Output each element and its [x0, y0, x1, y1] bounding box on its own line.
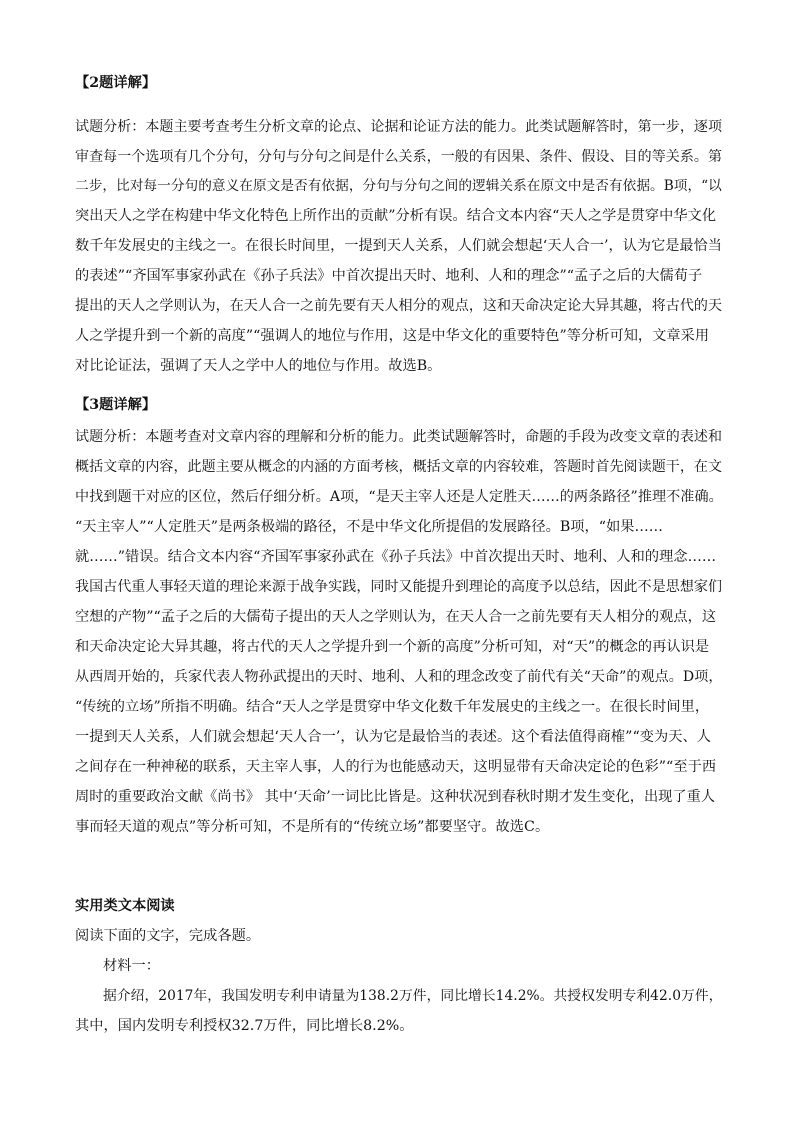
paragraph-line: 概括文章的内容，此题主要从概念的内涵的方面考核，概括文章的内容较难，答题时首先阅读题干，在文: [75, 459, 723, 475]
paragraph-line: 周时的重要政治文献《尚书》 其中‘天命’一词比比皆是。这种状况到春秋时期才发生变化，出现了重人: [75, 789, 716, 805]
material-label: 材料一：: [103, 958, 160, 974]
paragraph-line: 提出的天人之学则认为，在天人合一之前先要有天人相分的观点，这和天命决定论大异其趣，将古代的天: [75, 298, 723, 314]
paragraph-line: 突出天人之学在构建中华文化特色上所作出的贡献”分析有误。结合文本内容“天人之学是贯穿中华文化: [75, 208, 717, 224]
paragraph-line: 就……”错误。结合文本内容“齐国军事家孙武在《孙子兵法》中首次提出天时、地利、人和的理念……: [75, 549, 717, 565]
paragraph-line: 和天命决定论大异其趣，将古代的天人之学提升到一个新的高度”分析可知，对“天”的概念的再认识是: [75, 639, 710, 655]
paragraph-line: 的表述”“齐国军事家孙武在《孙子兵法》中首次提出天时、地利、人和的理念”“孟子之后的大儒荀子: [75, 268, 703, 284]
paragraph-line: 之间存在一种神秘的联系，天主宰人事，人的行为也能感动天，这明显带有天命决定论的色彩”“至于西: [75, 759, 717, 775]
paragraph-line: 一提到天人关系，人们就会想起‘天人合一’，认为它是最恰当的表述。这个看法值得商榷”“变为天、人: [75, 729, 711, 745]
paragraph-line: 人之学提升到一个新的高度”“强调人的地位与作用，这是中华文化的重要特色”等分析可知，文章采用: [75, 328, 710, 344]
paragraph-line: 审查每一个选项有几个分句，分句与分句之间是什么关系，一般的有因果、条件、假设、目的等关系。第: [75, 149, 723, 165]
paragraph-line: “传统的立场”所指不明确。结合“天人之学是贯穿中华文化数千年发展史的主线之一。在很长时间里，: [75, 699, 710, 715]
instruction-line: 阅读下面的文字，完成各题。: [75, 928, 261, 944]
paragraph-line: 其中，国内发明专利授权32.7万件，同比增长8.2%。: [75, 1018, 414, 1034]
paragraph-line: 试题分析：本题考查对文章内容的理解和分析的能力。此类试题解答时，命题的手段为改变文章的表述和: [75, 429, 723, 445]
paragraph-line: 数千年发展史的主线之一。在很长时间里，一提到天人关系，人们就会想起‘天人合一’，认为它是最恰当: [75, 238, 722, 254]
paragraph-line: 我国古代重人事轻天道的理论来源于战争实践，同时又能提升到理论的高度予以总结，因此不是思想家们: [75, 579, 723, 595]
heading-q2-explanation: 【2题详解】: [75, 75, 157, 91]
paragraph-line: 中找到题干对应的区位，然后仔细分析。A项，“是天主宰人还是人定胜天……的两条路径”推理不准确。: [75, 489, 723, 505]
paragraph-line: 据介绍，2017年，我国发明专利申请量为138.2万件，同比增长14.2%。共授权发明专利42.0万件，: [103, 988, 723, 1004]
paragraph-line: 空想的产物”“孟子之后的大儒荀子提出的天人之学则认为，在天人合一之前先要有天人相分的观点，这: [75, 609, 717, 625]
paragraph-line: 从西周开始的，兵家代表人物孙武提出的天时、地利、人和的理念改变了前代有关“天命”的观点。D项，: [75, 669, 723, 685]
paragraph-line: 二步，比对每一分句的意义在原文是否有依据，分句与分句之间的逻辑关系在原文中是否有依据。B项，“以: [75, 178, 722, 194]
paragraph-line: “天主宰人”“人定胜天”是两条极端的路径，不是中华文化所提倡的发展路径。B项，“如果……: [75, 519, 664, 535]
heading-q3-explanation: 【3题详解】: [75, 397, 157, 413]
paragraph-line: 事而轻天道的观点”等分析可知，不是所有的“传统立场”都要坚守。故选C。: [75, 819, 550, 835]
paragraph-line: 试题分析：本题主要考查考生分析文章的论点、论据和论证方法的能力。此类试题解答时，第一步，逐项: [75, 119, 723, 135]
paragraph-line: 对比论证法，强调了天人之学中人的地位与作用。故选B。: [75, 358, 442, 374]
section-title-practical-text: 实用类文本阅读: [75, 898, 175, 914]
